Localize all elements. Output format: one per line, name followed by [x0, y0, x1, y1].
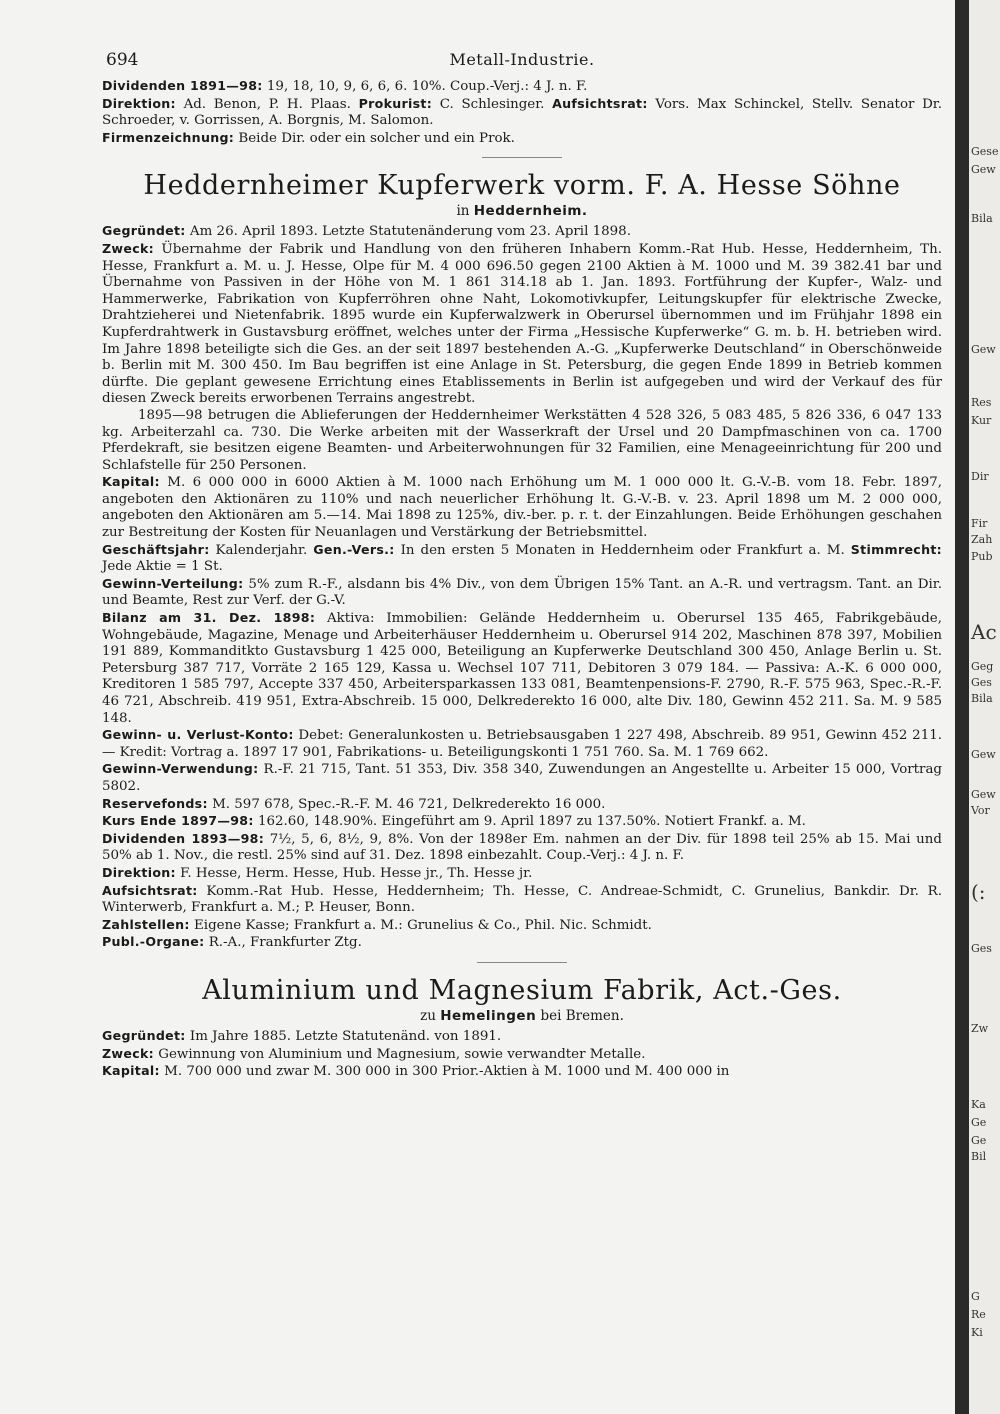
entry-text: Ad. Benon, P. H. Plaas.	[183, 96, 359, 112]
entry-label: Stimmrecht:	[850, 541, 942, 557]
entry-label: Publ.-Organe:	[102, 934, 205, 950]
book-gutter	[955, 0, 969, 1414]
entry-text: M. 6 000 000 in 6000 Aktien à M. 1000 nach Erhöhung um M. 1 000 000 lt. G.-V.-B. vom 18. Febr. 1897, angeboten den Aktionären zu 110% und nach neuerlicher Erhöhung lt. G.-V.-B. v. 23. April 1898 um M. 2 000 000, angeboten den Aktionären am 5.—14. Mai 1898 zu 125%, div.-ber. p. r. t. der Einzahlungen. Beide Erhöhungen geschahen zur Bestreitung der Kosten für Neuanlagen und Verstärkung der Betriebsmittel.	[102, 475, 942, 541]
edge-fragment: Ges	[971, 942, 992, 955]
edge-fragment: Bila	[971, 212, 993, 225]
edge-fragment: Fir	[971, 517, 988, 530]
edge-fragment: Kur	[971, 414, 992, 427]
entry-paragraph	[102, 130, 942, 148]
entry-label: Gegründet:	[102, 223, 186, 239]
entry-text: 162.60, 148.90%. Eingeführt am 9. April 1897 zu 137.50%. Notiert Frankf. a. M.	[257, 814, 806, 830]
entry-text: Kalenderjahr.	[215, 542, 314, 558]
entry-text: 1895—98 betrugen die Ablieferungen der Heddernheimer Werkstätten 4 528 326, 5 083 485, 5 826 336, 6 047 133 kg. Arbeiterzahl ca. 730. Die Werke arbeiten mit der Wasserkraft der Ursel und 20 Dampfmaschinen von ca. 1700 Pferdekraft, sie besitzen eigene Beamten- und Arbeiterwohnungen für 32 Familien, eine Menageeinrichtung für 200 und Schlafstelle für 250 Personen.	[102, 407, 942, 473]
entry-paragraph	[102, 831, 942, 865]
entry-label: Gewinn-Verwendung:	[102, 761, 259, 777]
location-name: Heddernheim.	[473, 203, 588, 220]
entry-text: Debet: Generalunkosten u. Betriebsausgaben 1 227 498, Abschreib. 89 951, Gewinn 452 211. — Kredit: Vortrag a. 1897 17 901, Fabrikations- u. Beteiligungskonti 1 751 760. Sa. M. 1 769 662.	[102, 728, 942, 760]
entry-paragraph	[102, 813, 942, 831]
entry-text: R.-F. 21 715, Tant. 51 353, Div. 358 340, Zuwendungen an Angestellte u. Arbeiter 15 000, Vortrag 5802.	[102, 762, 942, 794]
entry-label: Prokurist:	[358, 95, 433, 111]
entry-text: Am 26. April 1893. Letzte Statutenänderung vom 23. April 1898.	[189, 224, 631, 240]
entry-label: Bilanz am 31. Dez. 1898:	[102, 610, 316, 626]
entry-paragraph	[102, 1046, 942, 1064]
entry-label: Gewinn- u. Verlust-Konto:	[102, 727, 294, 743]
page-content	[102, 50, 942, 1081]
entry-text: Übernahme der Fabrik und Handlung von den früheren Inhabern Komm.-Rat Hub. Hesse, Heddernheim, Th. Hesse, Frankfurt a. M. u. J. Hesse, Olpe für M. 4 000 696.50 gegen 2100 Aktien à M. 1000 und M. 39 382.41 bar und Übernahme von Passiven in der Höhe von M. 1 861 314.18 ab 1. Jan. 1893. Fortführung der Kupfer-, Walz- und Hammerwerke, Fabrikation von Kupferröhren ohne Naht, Lokomotivkupfer, Leitungskupfer für elektrische Zwecke, Drahtzieherei und Nietenfabrik. 1895 wurde ein Kupferwalzwerk in Oberursel übernommen und im Frühjahr 1898 ein Kupferdrahtwerk in Gustavsburg eröffnet, welches unter der Firma „Hessische Kupferwerke“ G. m. b. H. betrieben wird. Im Jahre 1898 beteiligte sich die Ges. an der seit 1897 bestehenden A.-G. „Kupferwerke Deutschland“ in Oberschönweide b. Berlin mit M. 300 450. Im Bau begriffen ist eine Anlage in St. Petersburg, die gegen Ende 1899 in Betrieb kommen dürfte. Die geplant gewesene Errichtung eines Etablissements in Berlin ist aufgegeben und wird der Verkauf des für diesen Zweck bereits erworbenen Terrains angestrebt.	[102, 241, 942, 407]
entry-label: Zweck:	[102, 1045, 154, 1061]
entry-text: F. Hesse, Herm. Hesse, Hub. Hesse jr., Th. Hesse jr.	[180, 865, 533, 881]
entry-label: Aufsichtsrat:	[552, 95, 648, 111]
edge-fragment: Ac	[971, 620, 997, 644]
entry-label: Gegründet:	[102, 1027, 186, 1043]
entry-text: Eigene Kasse; Frankfurt a. M.: Grunelius & Co., Phil. Nic. Schmidt.	[194, 917, 652, 933]
entry-text: M. 700 000 und zwar M. 300 000 in 300 Prior.-Aktien à M. 1000 und M. 400 000 in	[164, 1064, 730, 1080]
entry-paragraph	[102, 1028, 942, 1046]
entry-text: C. Schlesinger.	[439, 96, 553, 112]
location-name: Hemelingen	[440, 1007, 537, 1024]
edge-fragment: Gew	[971, 163, 996, 176]
entry-paragraph	[102, 223, 942, 241]
edge-fragment: Geg	[971, 660, 994, 673]
edge-fragment: Bil	[971, 1150, 987, 1163]
edge-fragment: Dir	[971, 470, 989, 483]
section-divider	[482, 157, 562, 158]
entry-label: Firmenzeichnung:	[102, 129, 235, 145]
company-title: Aluminium und Magnesium Fabrik, Act.-Ges.	[202, 974, 842, 1006]
edge-fragment: Ges	[971, 676, 992, 689]
entry-label: Kapital:	[102, 474, 160, 490]
entry-paragraph	[102, 727, 942, 761]
entry-label: Direktion:	[102, 864, 176, 880]
edge-fragment: Ki	[971, 1326, 983, 1339]
entry-paragraph	[102, 934, 942, 952]
entry-paragraph	[102, 96, 942, 130]
location-prefix: zu	[420, 1007, 436, 1024]
edge-fragment: Re	[971, 1308, 986, 1321]
entry-text: Gewinnung von Aluminium und Magnesium, sowie verwandter Metalle.	[158, 1046, 646, 1062]
entry-label: Direktion:	[102, 95, 176, 111]
edge-fragment: Gese	[971, 145, 999, 158]
company-entry	[102, 223, 942, 952]
entry-label: Gen.-Vers.:	[313, 541, 395, 557]
entry-label: Reservefonds:	[102, 795, 208, 811]
entry-label: Kurs Ende 1897—98:	[102, 813, 254, 829]
edge-fragment: Vor	[971, 804, 990, 817]
entry-label: Dividenden 1891—98:	[102, 78, 263, 93]
company-location	[102, 1008, 942, 1024]
edge-fragment: Pub	[971, 550, 993, 563]
entry-text: Komm.-Rat Hub. Hesse, Heddernheim; Th. Hesse, C. Andreae-Schmidt, C. Grunelius, Bankdir. Dr. R. Winterwerb, Frankfurt a. M.; P. Heuser, Bonn.	[102, 883, 942, 916]
previous-entry-tail	[102, 78, 942, 147]
entry-paragraph	[102, 241, 942, 408]
entry-label: Dividenden 1893—98:	[102, 830, 265, 846]
entry-paragraph	[102, 576, 942, 610]
entry-paragraph	[102, 78, 942, 96]
entry-label: Zahlstellen:	[102, 916, 190, 932]
edge-fragment: Ge	[971, 1134, 987, 1147]
entry-text: M. 597 678, Spec.-R.-F. M. 46 721, Delkrederekto 16 000.	[212, 796, 606, 812]
entry-paragraph	[102, 883, 942, 917]
entry-text: 5% zum R.-F., alsdann bis 4% Div., von dem Übrigen 15% Tant. an A.-R. und vertragsm. Tant. an Dir. und Beamte, Rest zur Verf. der G.-V.	[102, 576, 942, 609]
entry-text: Im Jahre 1885. Letzte Statutenänd. von 1891.	[189, 1028, 502, 1044]
edge-fragment: Gew	[971, 748, 996, 761]
entry-text: In den ersten 5 Monaten in Heddernheim oder Frankfurt a. M.	[400, 542, 851, 558]
entry-label: Aufsichtsrat:	[102, 882, 198, 898]
entry-label: Zweck:	[102, 240, 154, 256]
location-prefix: in	[456, 203, 470, 220]
entry-text: Vors. Max Schinckel, Stellv. Senator Dr. Schroeder, v. Gorrissen, A. Borgnis, M. Salomon.	[102, 96, 942, 129]
edge-fragment: Ge	[971, 1116, 987, 1129]
entry-text: 19, 18, 10, 9, 6, 6, 6. 10%. Coup.-Verj.: 4 J. n. F.	[266, 79, 588, 94]
edge-fragment: (:	[971, 880, 986, 904]
company-location	[102, 203, 942, 219]
edge-fragment: Zw	[971, 1022, 989, 1035]
entry-text: R.-A., Frankfurter Ztg.	[208, 935, 362, 951]
facing-page-edge	[969, 0, 1000, 1414]
entry-paragraph	[102, 474, 942, 541]
entry-paragraph	[102, 917, 942, 935]
entry-text: Beide Dir. oder ein solcher und ein Prok.	[238, 130, 515, 146]
entry-paragraph	[102, 542, 942, 576]
entry-label: Kapital:	[102, 1063, 160, 1079]
page-header	[102, 50, 942, 78]
edge-fragment: Res	[971, 396, 992, 409]
page-number: 694	[106, 50, 139, 70]
edge-fragment: G	[971, 1290, 980, 1303]
entry-paragraph	[102, 610, 942, 727]
edge-fragment: Zah	[971, 533, 993, 546]
company-title: Heddernheimer Kupferwerk vorm. F. A. Hesse Söhne	[143, 170, 901, 202]
edge-fragment: Ka	[971, 1098, 986, 1111]
running-title: Metall-Industrie.	[449, 50, 595, 69]
company-entry	[102, 1028, 942, 1081]
entry-paragraph	[102, 1063, 942, 1081]
edge-fragment: Bila	[971, 692, 993, 705]
entry-paragraph	[102, 865, 942, 883]
location-suffix: bei Bremen.	[540, 1007, 624, 1024]
entry-paragraph	[102, 408, 942, 474]
entry-text: 7½, 5, 6, 8½, 9, 8%. Von der 1898er Em. nahmen an der Div. für 1898 teil 25% ab 15. Mai und 50% ab 1. Nov., die restl. 25% sind auf 31. Dez. 1898 einbezahlt. Coup.-Verj.: 4 J. n. F.	[102, 831, 942, 864]
entry-text: Jede Aktie = 1 St.	[102, 559, 223, 575]
entry-text: Aktiva: Immobilien: Gelände Heddernheim u. Oberursel 135 465, Fabrikgebäude, Wohngebäude, Magazine, Menage und Arbeiterhäuser Heddernheim u. Oberursel 914 202, Maschinen 878 397, Mobilien 191 889, Kommanditkto Gustavsburg 1 425 000, Beteiligung an Kupferwerke Deutschland 300 450, Anlage Berlin u. St. Petersburg 387 717, Vorräte 2 165 129, Kassa u. Wechsel 107 711, Debitoren 3 079 184. — Passiva: A.-K. 6 000 000, Kreditoren 1 585 797, Accepte 337 450, Arbeitersparkassen 133 081, Beamtenpensions-F. 2790, R.-F. 575 963, Spec.-R.-F. 46 721, Abschreib. 419 951, Extra-Abschreib. 15 000, Delkrederekto 16 000, alte Div. 180, Gewinn 452 211. Sa. M. 9 585 148.	[102, 611, 942, 726]
section-divider	[477, 962, 567, 963]
entry-label: Gewinn-Verteilung:	[102, 575, 244, 591]
entry-label: Geschäftsjahr:	[102, 541, 210, 557]
entry-paragraph	[102, 796, 942, 814]
edge-fragment: Gew	[971, 788, 996, 801]
edge-fragment: Gew	[971, 343, 996, 356]
entry-paragraph	[102, 761, 942, 795]
